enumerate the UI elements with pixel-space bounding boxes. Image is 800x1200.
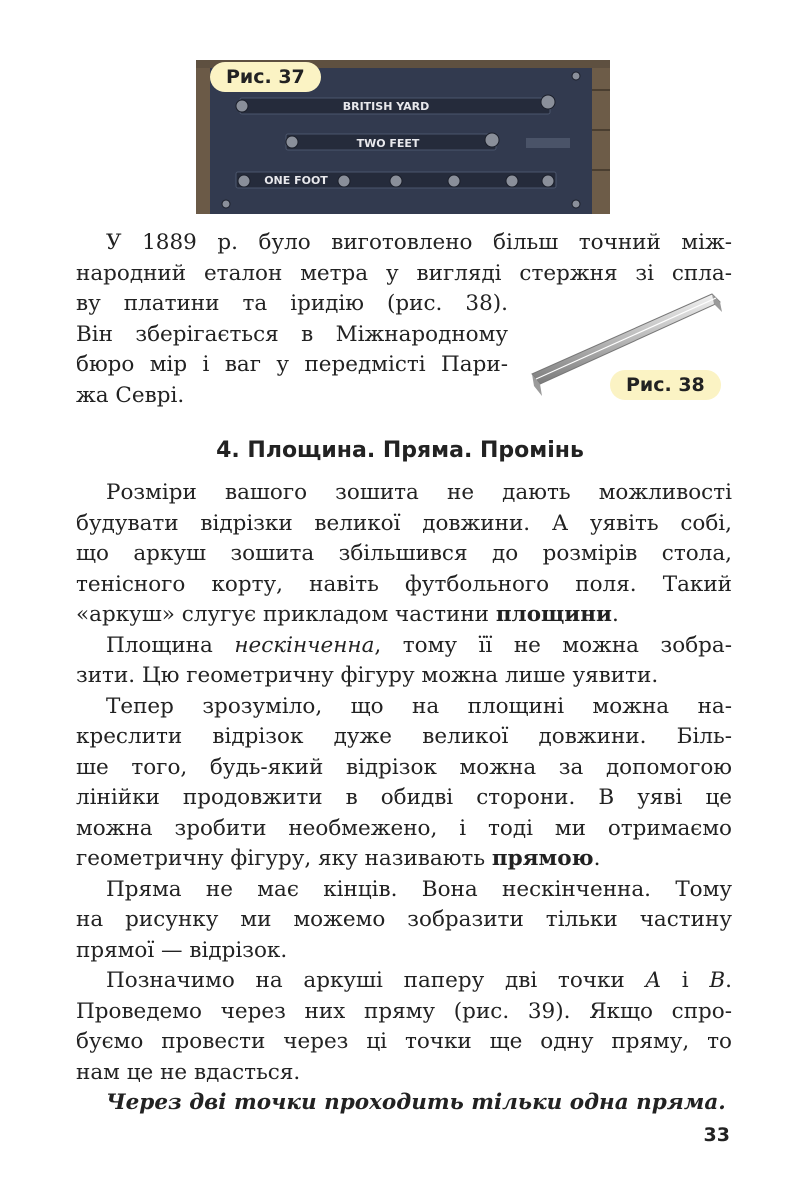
text-line: У 1889 р. було виготовлено більш точний між-: [106, 230, 732, 255]
figure-38-label: Рис. 38: [610, 370, 721, 400]
text-line: креслити відрізок дуже великої довжини. Біль-: [76, 724, 732, 749]
text-line: ву платини та іридію (рис. 38).: [76, 291, 508, 316]
text-fragment: .: [593, 846, 601, 871]
text-line: прямої — відрізок.: [76, 937, 288, 963]
plaque-one-foot: ONE FOOT: [264, 174, 328, 187]
text-line: Пряма не має кінців. Вона нескінченна. Тому: [106, 876, 732, 902]
text-fragment: геометричну фігуру, яку називають: [76, 846, 492, 871]
text-line: жа Севрі.: [76, 382, 185, 408]
term-plane: площини: [495, 602, 612, 627]
text-fragment: Позначимо на аркуші паперу дві точки: [106, 968, 646, 993]
text-line: [76, 600, 732, 631]
text-line: Тепер зрозуміло, що на площині можна на-: [106, 693, 732, 719]
text-line: що аркуш зошита збільшився до розмірів стола,: [76, 541, 732, 566]
term-line: прямою: [491, 846, 594, 871]
text-line: лінійки продовжити в обидві сторони. В уяві це: [76, 785, 732, 810]
text-line: Проведемо через них пряму (рис. 39). Якщо спро-: [76, 998, 732, 1024]
rule-statement: Через дві точки проходить тільки одна пряма.: [106, 1090, 726, 1115]
text-fragment: .: [611, 602, 619, 627]
text-line: будувати відрізки великої довжини. А уявіть собі,: [76, 510, 732, 536]
section-heading: 4. Площина. Пряма. Промінь: [216, 438, 584, 463]
text-line: тенісного корту, навіть футбольного поля. Такий: [76, 571, 732, 597]
text-fragment: «аркуш» слугує прикладом частини: [76, 602, 496, 627]
page-number: 33: [703, 1124, 730, 1146]
text-fragment: , тому її не можна зобра-: [374, 632, 732, 658]
text-fragment: Площина: [106, 632, 235, 658]
text-line: [76, 844, 732, 875]
text-line: зити. Цю геометричну фігуру можна лише уявити.: [76, 663, 659, 688]
text-line: нам це не вдасться.: [76, 1059, 301, 1085]
plaque-two-feet: TWO FEET: [356, 137, 420, 150]
main-text: [76, 478, 732, 1119]
figure-37-label: Рис. 37: [210, 62, 321, 92]
text-line: [76, 631, 732, 662]
point-a: A: [645, 968, 662, 993]
text-line: народний еталон метра у вигляді стержня зі спла-: [76, 260, 732, 286]
plaque-british-yard: BRITISH YARD: [342, 100, 430, 113]
text-line: [76, 966, 732, 997]
text-line: на рисунку ми можемо зобразити тільки частину: [76, 907, 732, 932]
text-line: ше того, будь-який відрізок можна за допомогою: [76, 754, 732, 780]
text-fragment: .: [725, 968, 732, 993]
term-infinite: нескінченна: [234, 632, 375, 658]
text-line: буємо провести через ці точки ще одну пряму, то: [76, 1029, 732, 1054]
point-b: B: [709, 968, 726, 993]
text-line: Він зберігається в Міжнародному: [76, 321, 508, 347]
figure-37-photo: [196, 60, 610, 214]
text-line: можна зробити необмежено, і тоді ми отримаємо: [76, 815, 732, 841]
text-line: Розміри вашого зошита не дають можливості: [106, 480, 732, 505]
text-fragment: і: [661, 968, 710, 993]
text-line: бюро мір і ваг у передмісті Пари-: [76, 352, 508, 377]
